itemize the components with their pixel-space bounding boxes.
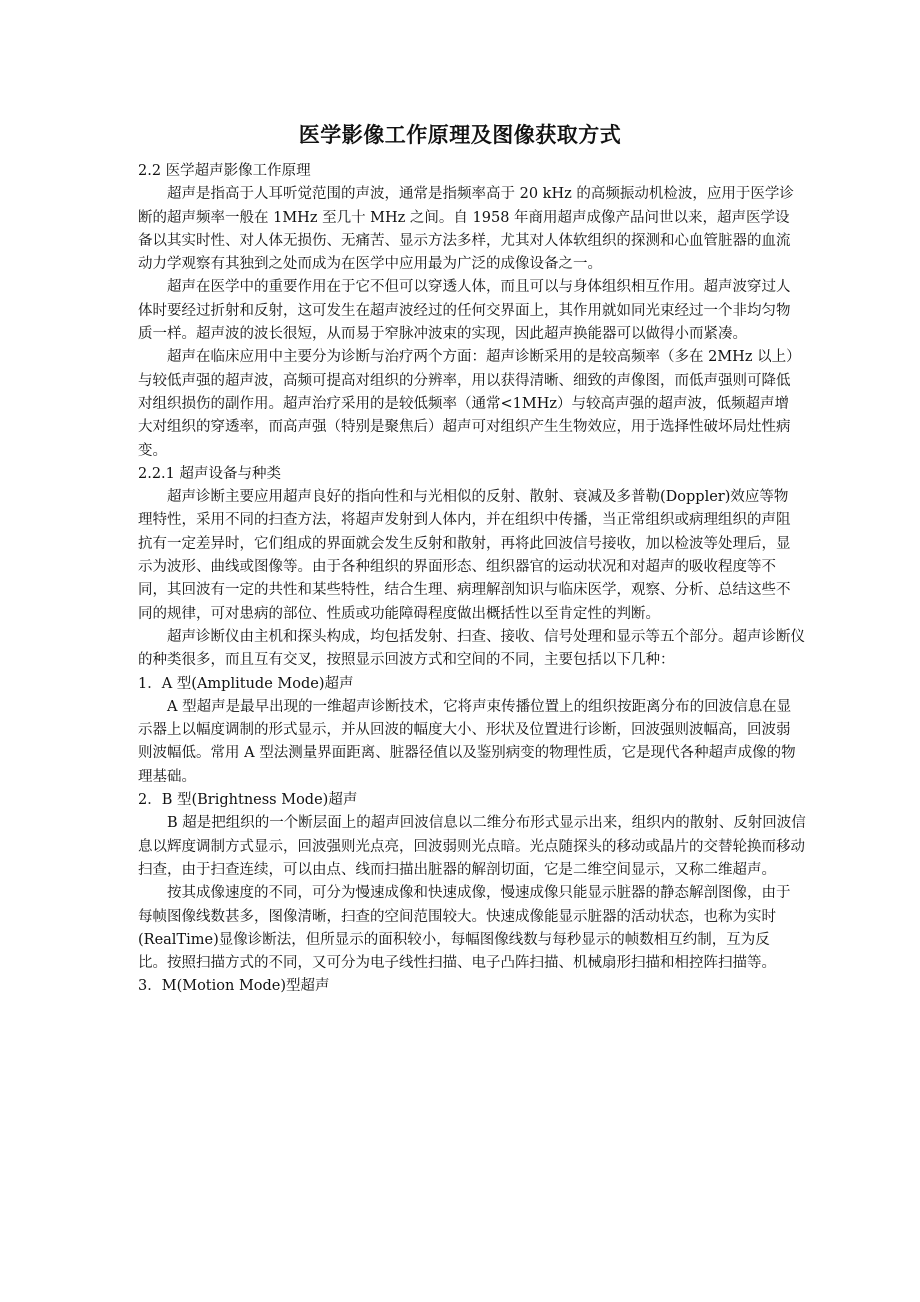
paragraph-clinical-applications: 超声在临床应用中主要分为诊断与治疗两个方面：超声诊断采用的是较高频率（多在 2MHz 以上）与较低声强的超声波，高频可提高对组织的分辨率，用以获得清晰、细致的声像图，而低声强则可降低对组织损伤的副作用。超声治疗采用的是较低频率（通常<1MHz）与较高声强的超声波，低频超声增大对组织的穿透率，而高声强（特别是聚焦后）超声可对组织产生生物效应，用于选择性破坏局灶性病变。 bbox=[138, 349, 794, 459]
paragraph-b-mode: B 超是把组织的一个断层面上的超声回波信息以二维分布形式显示出来，组织内的散射、反射回波信息以辉度调制方式显示，回波强则光点亮，回波弱则光点暗。光点随探头的移动或晶片的交替轮换而移动扫查，由于扫查连续，可以由点、线而扫描出脏器的解剖切面，它是二维空间显示，又称二维超声。 bbox=[138, 815, 806, 878]
paragraph-device-composition: 超声诊断仪由主机和探头构成，均包括发射、扫查、接收、信号处理和显示等五个部分。超声诊断仪的种类很多，而且互有交叉，按照显示回波方式和空间的不同，主要包括以下几种： bbox=[138, 628, 805, 669]
document-body bbox=[138, 160, 806, 999]
paragraph-diagnosis-principle: 超声诊断主要应用超声良好的指向性和与光相似的反射、散射、衰减及多普勒(Doppler)效应等物理特性，采用不同的扫查方法，将超声发射到人体内，并在组织中传播，当正常组织或病理组织的声阻抗有一定差异时，它们组成的界面就会发生反射和散射，再将此回波信号接收，加以检波等处理后，显示为波形、曲线或图像等。由于各种组织的界面形态、组织器官的运动状况和对超声的吸收程度等不同，其回波有一定的共性和某些特性，结合生理、病理解剖知识与临床医学，观察、分析、总结这些不同的规律，可对患病的部位、性质或功能障碍程度做出概括性以至肯定性的判断。 bbox=[138, 489, 791, 622]
section-heading-2-2: 2.2 医学超声影像工作原理 bbox=[138, 163, 311, 179]
paragraph-imaging-speed: 按其成像速度的不同，可分为慢速成像和快速成像，慢速成像只能显示脏器的静态解剖图像，由于每帧图像线数甚多，图像清晰，扫查的空间范围较大。快速成像能显示脏器的活动状态，也称为实时(RealTime)显像诊断法，但所显示的面积较小，每幅图像线数与每秒显示的帧数相互约制，互为反比。按照扫描方式的不同，又可分为电子线性扫描、电子凸阵扫描、机械扇形扫描和相控阵扫描等。 bbox=[138, 885, 791, 972]
paragraph-a-mode: A 型超声是最早出现的一维超声诊断技术，它将声束传播位置上的组织按距离分布的回波信息在显示器上以幅度调制的形式显示，并从回波的幅度大小、形状及位置进行诊断，回波强则波幅高，回波弱则波幅低。常用 A 型法测量界面距离、脏器径值以及鉴别病变的物理性质，它是现代各种超声成像的物理基础。 bbox=[138, 698, 796, 785]
item-heading-m-mode: 3．M(Motion Mode)型超声 bbox=[138, 978, 330, 995]
item-heading-b-mode: 2．B 型(Brightness Mode)超声 bbox=[138, 792, 358, 809]
paragraph-ultrasound-role: 超声在医学中的重要作用在于它不但可以穿透人体，而且可以与身体组织相互作用。超声波穿过人体时要经过折射和反射，这可发生在超声波经过的任何交界面上，其作用就如同光束经过一个非均匀物质一样。超声波的波长很短，从而易于窄脉冲波束的实现，因此超声换能器可以做得小而紧凑。 bbox=[138, 279, 791, 343]
paragraph-ultrasound-definition: 超声是指高于人耳听觉范围的声波，通常是指频率高于 20 kHz 的高频振动机检波，应用于医学诊断的超声频率一般在 1MHz 至几十 MHz 之间。自 1958 年商用超声成像产品问世以来，超声医学设备以其实时性、对人体无损伤、无痛苦、显示方法多样，尤其对人体软组织的探测和心血管脏器的血流动力学观察有其独到之处而成为在医学中应用最为广泛的成像设备之一。 bbox=[138, 186, 794, 273]
section-heading-2-2-1: 2.2.1 超声设备与种类 bbox=[138, 465, 282, 482]
document-title: 医学影像工作原理及图像获取方式 bbox=[298, 122, 622, 147]
item-heading-a-mode: 1．A 型(Amplitude Mode)超声 bbox=[138, 675, 354, 692]
